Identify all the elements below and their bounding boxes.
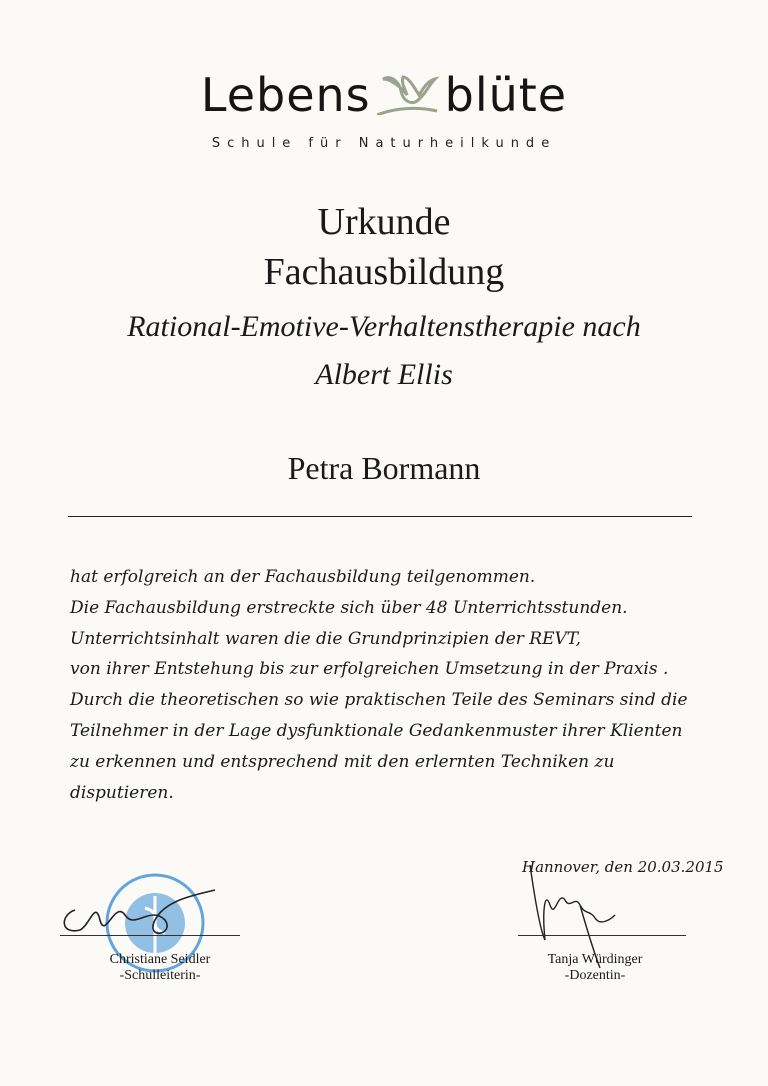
logo-word-2: blüte [444,68,568,122]
signatory-right [495,952,695,984]
place-date: Hannover, den 20.03.2015 [522,858,724,876]
logo-word-1: Lebens [200,68,371,122]
body-line: hat erfolgreich an der Fachausbildung teilgenommen. [70,567,536,587]
certificate-subtitle: Fachausbildung [263,251,505,293]
body-line: Die Fachausbildung erstreckte sich über 48 Unterrichtsstunden. [70,597,628,618]
certificate-title: Urkunde [317,201,451,243]
body-line: zu erkennen und entsprechend mit den erlernten Techniken zu [70,751,615,772]
signatory-role: -Dozentin- [564,968,626,983]
body-line: Durch die theoretischen so wie praktischen Teile des Seminars sind die [70,690,688,711]
body-line: Unterrichtsinhalt waren die die Grundprinzipien der REVT, [70,628,582,649]
signature-line-left [60,935,240,936]
body-line: Teilnehmer in der Lage dysfunktionale Gedankenmuster ihrer Klienten [70,720,683,741]
signatory-name: Christiane Seidler [109,952,211,967]
flower-logo-icon [377,71,439,115]
certificate-body [70,562,688,808]
school-logo [0,68,768,122]
signatory-name: Tanja Würdinger [547,952,643,967]
signatory-left [60,952,260,984]
course-name-line-1: Rational-Emotive-Verhaltenstherapie nach [127,310,641,343]
body-line: disputieren. [70,782,174,803]
name-divider [68,516,692,517]
signature-line-right [518,935,686,936]
recipient-name: Petra Bormann [287,450,481,486]
logo-subtitle: Schule für Naturheilkunde [211,136,557,151]
course-name-line-2: Albert Ellis [315,358,453,391]
body-line: von ihrer Entstehung bis zur erfolgreichen Umsetzung in der Praxis . [70,659,669,680]
signatory-role: -Schulleiterin- [119,968,201,983]
signature-seidler-icon [55,880,235,950]
